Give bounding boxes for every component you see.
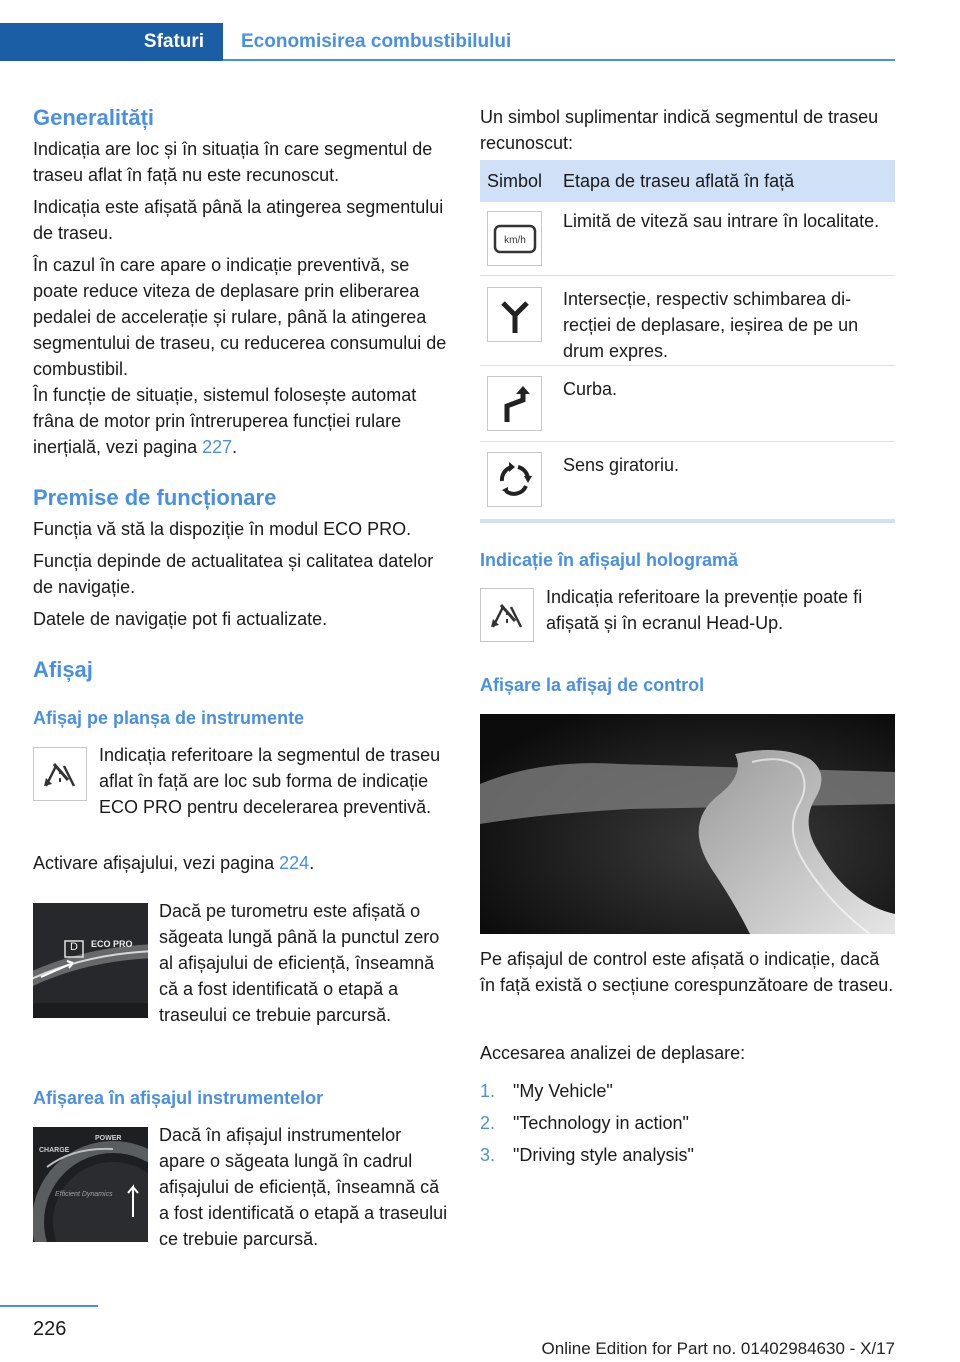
table-bottom-rule — [480, 519, 895, 523]
heading-generalitati: Generalități — [33, 105, 155, 130]
paragraph-tachometer: Dacă pe turometru este afișată o săgeata lungă până la punctul zero al afișajului de eficiență, înseamnă că a fost identificată o etapă a traseului ce trebuie parcursă. — [159, 901, 440, 1025]
header-chapter-title[interactable]: Economisirea combustibilului — [241, 31, 512, 52]
gauge-charge-label: CHARGE — [39, 1147, 70, 1154]
table-row — [480, 442, 895, 516]
table-cell: Sens giratoriu. — [563, 455, 680, 475]
efficiency-gauge-photo — [33, 1127, 148, 1242]
paragraph: Funcția vă stă la dispoziție în modul ECO PRO. — [33, 519, 412, 539]
table-header-symbol: Simbol — [487, 171, 543, 191]
list-item[interactable]: 1. "My Vehicle" — [480, 1081, 613, 1101]
page-number: 226 — [33, 1318, 67, 1340]
table-row — [480, 276, 895, 366]
table-header — [480, 160, 895, 202]
paragraph: Indicația este afișată până la atingerea segmentului de traseu. — [33, 197, 444, 243]
eco-pro-road-icon — [480, 588, 534, 642]
intersection-icon — [487, 287, 542, 342]
heading-afisaj: Afișaj — [33, 657, 93, 682]
list-item[interactable]: 3. "Driving style analysis" — [480, 1145, 694, 1165]
table-cell: Curba. — [563, 379, 618, 399]
eco-pro-road-icon — [33, 747, 87, 801]
paragraph-head-up: Indicația referitoare la prevenție poate fi afișată și în ecranul Head-Up. — [546, 587, 863, 633]
roundabout-icon — [487, 452, 542, 507]
heading-afisaj-plansa: Afișaj pe planșa de instrumente — [33, 708, 305, 728]
paragraph-instrument-display: Dacă în afișajul instrumentelor apare o săgeata lungă în cadrul afișajului de eficiență, înseamnă că a fost identificată o etapă a traseului ce trebuie parcursă. — [159, 1125, 448, 1249]
paragraph: Funcția depinde de actualitatea și calitatea datelor de navigație. — [33, 551, 434, 597]
table-header-stage: Etapa de traseu aflată în față — [563, 171, 795, 191]
gauge-eco-label: ECO PRO — [91, 939, 133, 949]
paragraph-eco-pro-hint: Indicația referitoare la segmentul de traseu aflat în față are loc sub forma de indicație ECO PRO pentru decelerarea preventivă. — [99, 745, 441, 817]
curve-icon — [487, 376, 542, 431]
tachometer-eco-photo — [33, 903, 148, 1018]
heading-holograma: Indicație în afișajul hologramă — [480, 550, 739, 570]
paragraph-intro: Un simbol suplimentar indică segmentul de traseu recunoscut: — [480, 107, 879, 153]
gauge-efficient-dynamics-label: Efficient Dynamics — [55, 1191, 113, 1198]
heading-afisare-instrumente: Afișarea în afișajul instrumentelor — [33, 1088, 324, 1108]
table-row — [480, 366, 895, 442]
edition-note: Online Edition for Part no. 01402984630 - X/17 — [541, 1339, 895, 1358]
control-display-road-photo — [480, 714, 895, 934]
footer-rule — [0, 1305, 98, 1307]
header-section-tab[interactable]: Sfaturi — [125, 23, 223, 61]
page-link-227[interactable]: 227 — [202, 437, 233, 457]
header-underline — [223, 59, 895, 61]
menu-path-list — [480, 1078, 780, 1174]
paragraph-control-display: Pe afișajul de control este afișată o indicație, dacă în față există o secțiune corespunzătoare de traseu. — [480, 949, 894, 995]
paragraph: Indicația are loc și în situația în care segmentul de traseu aflat în față nu este recunoscut. — [33, 139, 433, 185]
speed-limit-icon — [487, 211, 542, 266]
table-cell: Limită de viteză sau intrare în localitate. — [563, 211, 880, 231]
paragraph: În funcție de situație, sistemul folosește automat frâna de motor prin întreruperea funcției rulare inerțială, vezi pagina 227. — [33, 385, 417, 457]
gauge-gear-label: D — [70, 941, 78, 953]
table-cell: Intersecție, respectiv schimbarea direcției de deplasare, ieșirea de pe un drum expres. — [563, 289, 859, 361]
gauge-power-label: POWER — [95, 1135, 122, 1142]
paragraph: În cazul în care apare o indicație preventivă, se poate reduce viteza de deplasare prin eliberarea pedalei de accelerație și rulare, până la atingerea segmentului de traseu, cu reducerea consumului de combustibil. — [33, 255, 447, 379]
symbol-table — [480, 160, 895, 516]
table-row — [480, 202, 895, 276]
heading-premise: Premise de funcționare — [33, 485, 277, 510]
paragraph: Activare afișajului, vezi pagina 224. — [33, 853, 315, 873]
paragraph: Datele de navigație pot fi actualizate. — [33, 609, 328, 629]
header-accent-bar — [0, 23, 125, 61]
list-item[interactable]: 2. "Technology in action" — [480, 1113, 689, 1133]
paragraph-access: Accesarea analizei de deplasare: — [480, 1043, 746, 1063]
heading-afisaj-control: Afișare la afișaj de control — [480, 675, 705, 695]
speed-limit-icon-label: km/h — [503, 234, 526, 246]
page-link-224[interactable]: 224 — [279, 853, 310, 873]
